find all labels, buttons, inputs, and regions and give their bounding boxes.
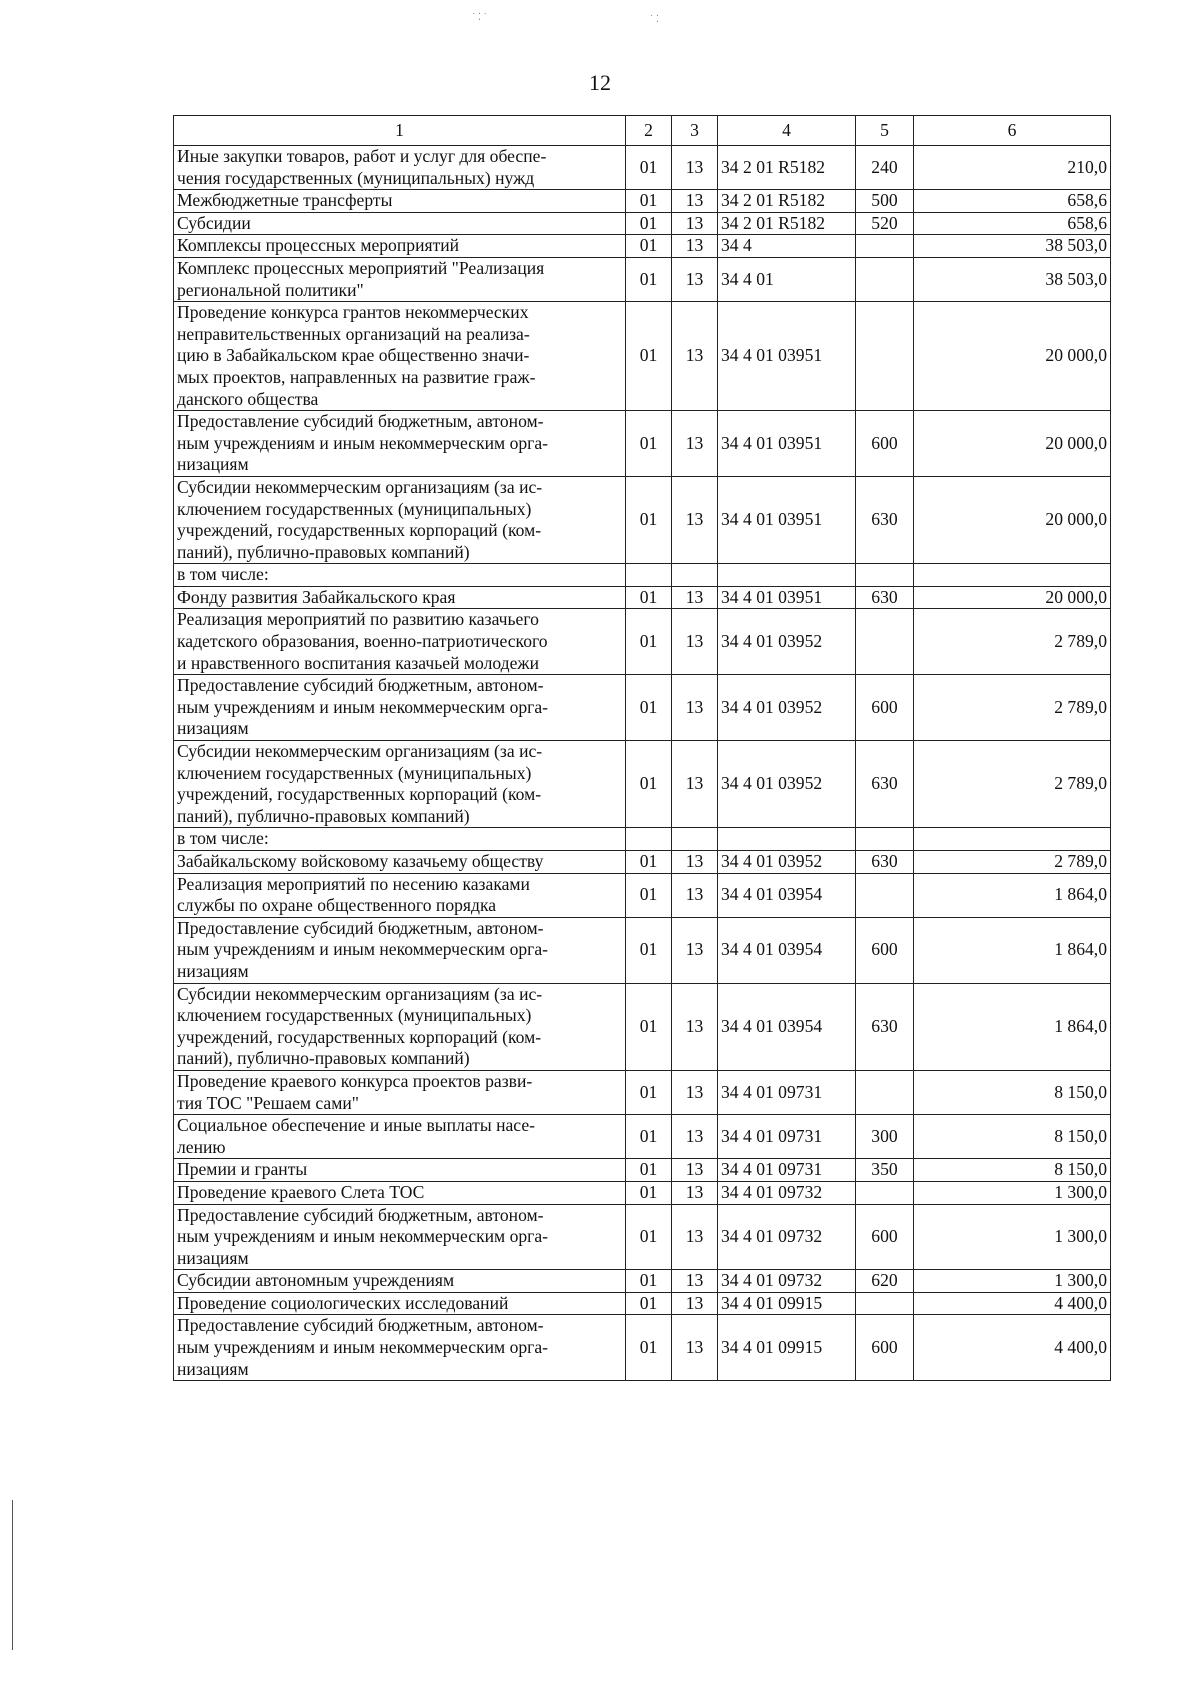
cell-amount: 2 789,0 <box>914 851 1111 874</box>
cell-amount: 1 864,0 <box>914 873 1111 917</box>
cell-subsection: 13 <box>672 1292 718 1315</box>
page-number: 12 <box>589 70 611 95</box>
cell-subsection: 13 <box>672 917 718 983</box>
cell-name: в том числе: <box>174 828 626 851</box>
cell-name: Проведение социологических исследований <box>174 1292 626 1315</box>
cell-target-article: 34 4 01 03951 <box>718 476 856 563</box>
table-row <box>174 1070 1111 1114</box>
table-row <box>174 476 1111 563</box>
budget-table <box>173 115 1111 1381</box>
cell-subsection: 13 <box>672 257 718 301</box>
column-header-target-article: 4 <box>718 116 856 146</box>
cell-section: 01 <box>626 741 672 828</box>
table-row <box>174 983 1111 1070</box>
cell-subsection: 13 <box>672 1070 718 1114</box>
cell-amount: 8 150,0 <box>914 1070 1111 1114</box>
cell-target-article: 34 4 01 03954 <box>718 873 856 917</box>
cell-expense-type: 500 <box>856 190 914 213</box>
cell-section <box>626 828 672 851</box>
cell-subsection: 13 <box>672 235 718 258</box>
cell-target-article: 34 4 01 09731 <box>718 1070 856 1114</box>
cell-expense-type: 240 <box>856 146 914 190</box>
cell-expense-type: 630 <box>856 983 914 1070</box>
column-header-subsection: 3 <box>672 116 718 146</box>
cell-expense-type <box>856 609 914 675</box>
cell-expense-type: 350 <box>856 1159 914 1182</box>
cell-section: 01 <box>626 586 672 609</box>
cell-section: 01 <box>626 146 672 190</box>
cell-subsection: 13 <box>672 873 718 917</box>
cell-amount: 1 864,0 <box>914 983 1111 1070</box>
cell-name: Социальное обеспечение и иные выплаты насе- лению <box>174 1115 626 1159</box>
cell-section: 01 <box>626 873 672 917</box>
cell-subsection: 13 <box>672 411 718 477</box>
table-row <box>174 586 1111 609</box>
cell-target-article: 34 4 01 03951 <box>718 586 856 609</box>
cell-amount: 1 864,0 <box>914 917 1111 983</box>
cell-amount <box>914 828 1111 851</box>
cell-name: Проведение краевого Слета ТОС <box>174 1181 626 1204</box>
cell-section: 01 <box>626 609 672 675</box>
cell-expense-type <box>856 873 914 917</box>
table-row <box>174 1315 1111 1381</box>
cell-amount: 1 300,0 <box>914 1181 1111 1204</box>
cell-name: Комплекс процессных мероприятий "Реализация региональной политики" <box>174 257 626 301</box>
cell-section: 01 <box>626 917 672 983</box>
cell-subsection: 13 <box>672 1159 718 1182</box>
cell-amount: 2 789,0 <box>914 675 1111 741</box>
cell-subsection: 13 <box>672 1315 718 1381</box>
cell-name: Предоставление субсидий бюджетным, автоном- ным учреждениям и иным некоммерческим орга- низациям <box>174 917 626 983</box>
cell-subsection: 13 <box>672 302 718 411</box>
cell-amount: 20 000,0 <box>914 302 1111 411</box>
cell-expense-type <box>856 828 914 851</box>
cell-target-article: 34 4 01 03952 <box>718 851 856 874</box>
column-header-section: 2 <box>626 116 672 146</box>
cell-section: 01 <box>626 1181 672 1204</box>
cell-amount: 1 300,0 <box>914 1204 1111 1270</box>
cell-name: Предоставление субсидий бюджетным, автоном- ным учреждениям и иным некоммерческим орга- низациям <box>174 411 626 477</box>
cell-section: 01 <box>626 1315 672 1381</box>
cell-subsection: 13 <box>672 741 718 828</box>
cell-name: Предоставление субсидий бюджетным, автоном- ным учреждениям и иным некоммерческим орга- низациям <box>174 675 626 741</box>
cell-expense-type: 600 <box>856 411 914 477</box>
cell-target-article: 34 2 01 R5182 <box>718 190 856 213</box>
cell-name: Проведение краевого конкурса проектов разви- тия ТОС "Решаем сами" <box>174 1070 626 1114</box>
cell-expense-type: 600 <box>856 917 914 983</box>
cell-expense-type: 630 <box>856 586 914 609</box>
cell-section: 01 <box>626 1070 672 1114</box>
cell-section <box>626 564 672 587</box>
table-row <box>174 302 1111 411</box>
cell-expense-type <box>856 1070 914 1114</box>
cell-target-article: 34 4 01 03951 <box>718 302 856 411</box>
table-row <box>174 828 1111 851</box>
table-row <box>174 1159 1111 1182</box>
cell-expense-type: 620 <box>856 1270 914 1293</box>
scan-speck: ˙ ⁚ ˙ <box>472 12 487 23</box>
cell-amount: 210,0 <box>914 146 1111 190</box>
cell-expense-type: 520 <box>856 212 914 235</box>
cell-subsection: 13 <box>672 1115 718 1159</box>
table-row <box>174 917 1111 983</box>
cell-name: Субсидии некоммерческим организациям (за ис- ключением государственных (муниципальных) учреждений, государственных корпораций (ком- паний), публично-правовых компаний) <box>174 476 626 563</box>
cell-expense-type: 600 <box>856 1204 914 1270</box>
cell-target-article: 34 4 01 09731 <box>718 1159 856 1182</box>
cell-section: 01 <box>626 212 672 235</box>
cell-expense-type <box>856 1292 914 1315</box>
cell-amount: 8 150,0 <box>914 1159 1111 1182</box>
table-row <box>174 1115 1111 1159</box>
table-row <box>174 1292 1111 1315</box>
cell-subsection <box>672 564 718 587</box>
table-row <box>174 146 1111 190</box>
cell-section: 01 <box>626 411 672 477</box>
cell-target-article: 34 4 01 09915 <box>718 1315 856 1381</box>
scan-margin-line <box>12 1500 13 1650</box>
cell-section: 01 <box>626 476 672 563</box>
cell-target-article <box>718 828 856 851</box>
cell-name: Субсидии автономным учреждениям <box>174 1270 626 1293</box>
table-header-row <box>174 116 1111 146</box>
cell-subsection: 13 <box>672 851 718 874</box>
cell-expense-type <box>856 235 914 258</box>
cell-target-article: 34 4 01 09732 <box>718 1181 856 1204</box>
cell-expense-type: 300 <box>856 1115 914 1159</box>
cell-amount: 2 789,0 <box>914 741 1111 828</box>
cell-subsection: 13 <box>672 675 718 741</box>
cell-target-article: 34 4 01 03954 <box>718 983 856 1070</box>
cell-amount: 1 300,0 <box>914 1270 1111 1293</box>
cell-name: Фонду развития Забайкальского края <box>174 586 626 609</box>
cell-name: Субсидии некоммерческим организациям (за ис- ключением государственных (муниципальных) учреждений, государственных корпораций (ком- паний), публично-правовых компаний) <box>174 983 626 1070</box>
cell-amount: 658,6 <box>914 212 1111 235</box>
cell-target-article: 34 4 01 09731 <box>718 1115 856 1159</box>
cell-subsection <box>672 828 718 851</box>
cell-expense-type <box>856 257 914 301</box>
cell-expense-type: 600 <box>856 1315 914 1381</box>
cell-subsection: 13 <box>672 190 718 213</box>
column-header-expense-type: 5 <box>856 116 914 146</box>
cell-target-article: 34 4 01 <box>718 257 856 301</box>
column-header-name: 1 <box>174 116 626 146</box>
cell-section: 01 <box>626 235 672 258</box>
cell-target-article: 34 2 01 R5182 <box>718 146 856 190</box>
cell-target-article: 34 4 01 09732 <box>718 1204 856 1270</box>
cell-target-article: 34 4 <box>718 235 856 258</box>
cell-subsection: 13 <box>672 1181 718 1204</box>
cell-subsection: 13 <box>672 146 718 190</box>
cell-name: Премии и гранты <box>174 1159 626 1182</box>
cell-subsection: 13 <box>672 586 718 609</box>
cell-expense-type: 630 <box>856 741 914 828</box>
cell-section: 01 <box>626 983 672 1070</box>
cell-amount: 20 000,0 <box>914 411 1111 477</box>
cell-subsection: 13 <box>672 476 718 563</box>
table-row <box>174 1204 1111 1270</box>
cell-section: 01 <box>626 675 672 741</box>
table-row <box>174 1270 1111 1293</box>
table-row <box>174 873 1111 917</box>
cell-name: Комплексы процессных мероприятий <box>174 235 626 258</box>
cell-name: Реализация мероприятий по несению казаками службы по охране общественного порядка <box>174 873 626 917</box>
cell-section: 01 <box>626 302 672 411</box>
table-row <box>174 609 1111 675</box>
cell-name: Субсидии <box>174 212 626 235</box>
table-row <box>174 675 1111 741</box>
cell-section: 01 <box>626 1292 672 1315</box>
table-row <box>174 212 1111 235</box>
cell-name: Предоставление субсидий бюджетным, автоном- ным учреждениям и иным некоммерческим орга- низациям <box>174 1315 626 1381</box>
cell-target-article: 34 4 01 03951 <box>718 411 856 477</box>
cell-name: Предоставление субсидий бюджетным, автоном- ным учреждениям и иным некоммерческим орга- низациям <box>174 1204 626 1270</box>
cell-amount: 4 400,0 <box>914 1292 1111 1315</box>
cell-section: 01 <box>626 1270 672 1293</box>
cell-amount: 2 789,0 <box>914 609 1111 675</box>
table-row <box>174 411 1111 477</box>
cell-name: Реализация мероприятий по развитию казачьего кадетского образования, военно-патриотического и нравственного воспитания казачьей молодежи <box>174 609 626 675</box>
cell-expense-type <box>856 302 914 411</box>
cell-expense-type: 630 <box>856 476 914 563</box>
scan-speck: ˙ ⁚ <box>650 14 660 25</box>
cell-expense-type <box>856 564 914 587</box>
cell-subsection: 13 <box>672 1270 718 1293</box>
cell-subsection: 13 <box>672 1204 718 1270</box>
cell-name: Межбюджетные трансферты <box>174 190 626 213</box>
cell-amount: 8 150,0 <box>914 1115 1111 1159</box>
cell-amount <box>914 564 1111 587</box>
cell-section: 01 <box>626 1204 672 1270</box>
cell-target-article: 34 4 01 03952 <box>718 609 856 675</box>
cell-target-article: 34 2 01 R5182 <box>718 212 856 235</box>
table-row <box>174 190 1111 213</box>
cell-subsection: 13 <box>672 609 718 675</box>
cell-amount: 38 503,0 <box>914 257 1111 301</box>
cell-name: Забайкальскому войсковому казачьему обществу <box>174 851 626 874</box>
table-body <box>174 146 1111 1381</box>
cell-target-article: 34 4 01 03952 <box>718 675 856 741</box>
cell-target-article: 34 4 01 03954 <box>718 917 856 983</box>
cell-expense-type <box>856 1181 914 1204</box>
cell-subsection: 13 <box>672 983 718 1070</box>
cell-amount: 658,6 <box>914 190 1111 213</box>
cell-section: 01 <box>626 1115 672 1159</box>
column-header-amount: 6 <box>914 116 1111 146</box>
cell-amount: 4 400,0 <box>914 1315 1111 1381</box>
cell-subsection: 13 <box>672 212 718 235</box>
table-row <box>174 564 1111 587</box>
cell-name: Проведение конкурса грантов некоммерческих неправительственных организаций на реализа- цию в Забайкальском крае общественно значи- мых проектов, направленных на развитие граж- данского общества <box>174 302 626 411</box>
cell-target-article <box>718 564 856 587</box>
table-row <box>174 235 1111 258</box>
table-row <box>174 257 1111 301</box>
cell-expense-type: 600 <box>856 675 914 741</box>
table-row <box>174 851 1111 874</box>
cell-name: Иные закупки товаров, работ и услуг для обеспе- чения государственных (муниципальных) нужд <box>174 146 626 190</box>
cell-expense-type: 630 <box>856 851 914 874</box>
cell-section: 01 <box>626 257 672 301</box>
cell-amount: 38 503,0 <box>914 235 1111 258</box>
cell-target-article: 34 4 01 03952 <box>718 741 856 828</box>
cell-target-article: 34 4 01 09732 <box>718 1270 856 1293</box>
cell-name: Субсидии некоммерческим организациям (за ис- ключением государственных (муниципальных) учреждений, государственных корпораций (ком- паний), публично-правовых компаний) <box>174 741 626 828</box>
cell-amount: 20 000,0 <box>914 586 1111 609</box>
cell-target-article: 34 4 01 09915 <box>718 1292 856 1315</box>
cell-section: 01 <box>626 1159 672 1182</box>
cell-name: в том числе: <box>174 564 626 587</box>
cell-amount: 20 000,0 <box>914 476 1111 563</box>
cell-section: 01 <box>626 190 672 213</box>
table-row <box>174 1181 1111 1204</box>
table-row <box>174 741 1111 828</box>
cell-section: 01 <box>626 851 672 874</box>
